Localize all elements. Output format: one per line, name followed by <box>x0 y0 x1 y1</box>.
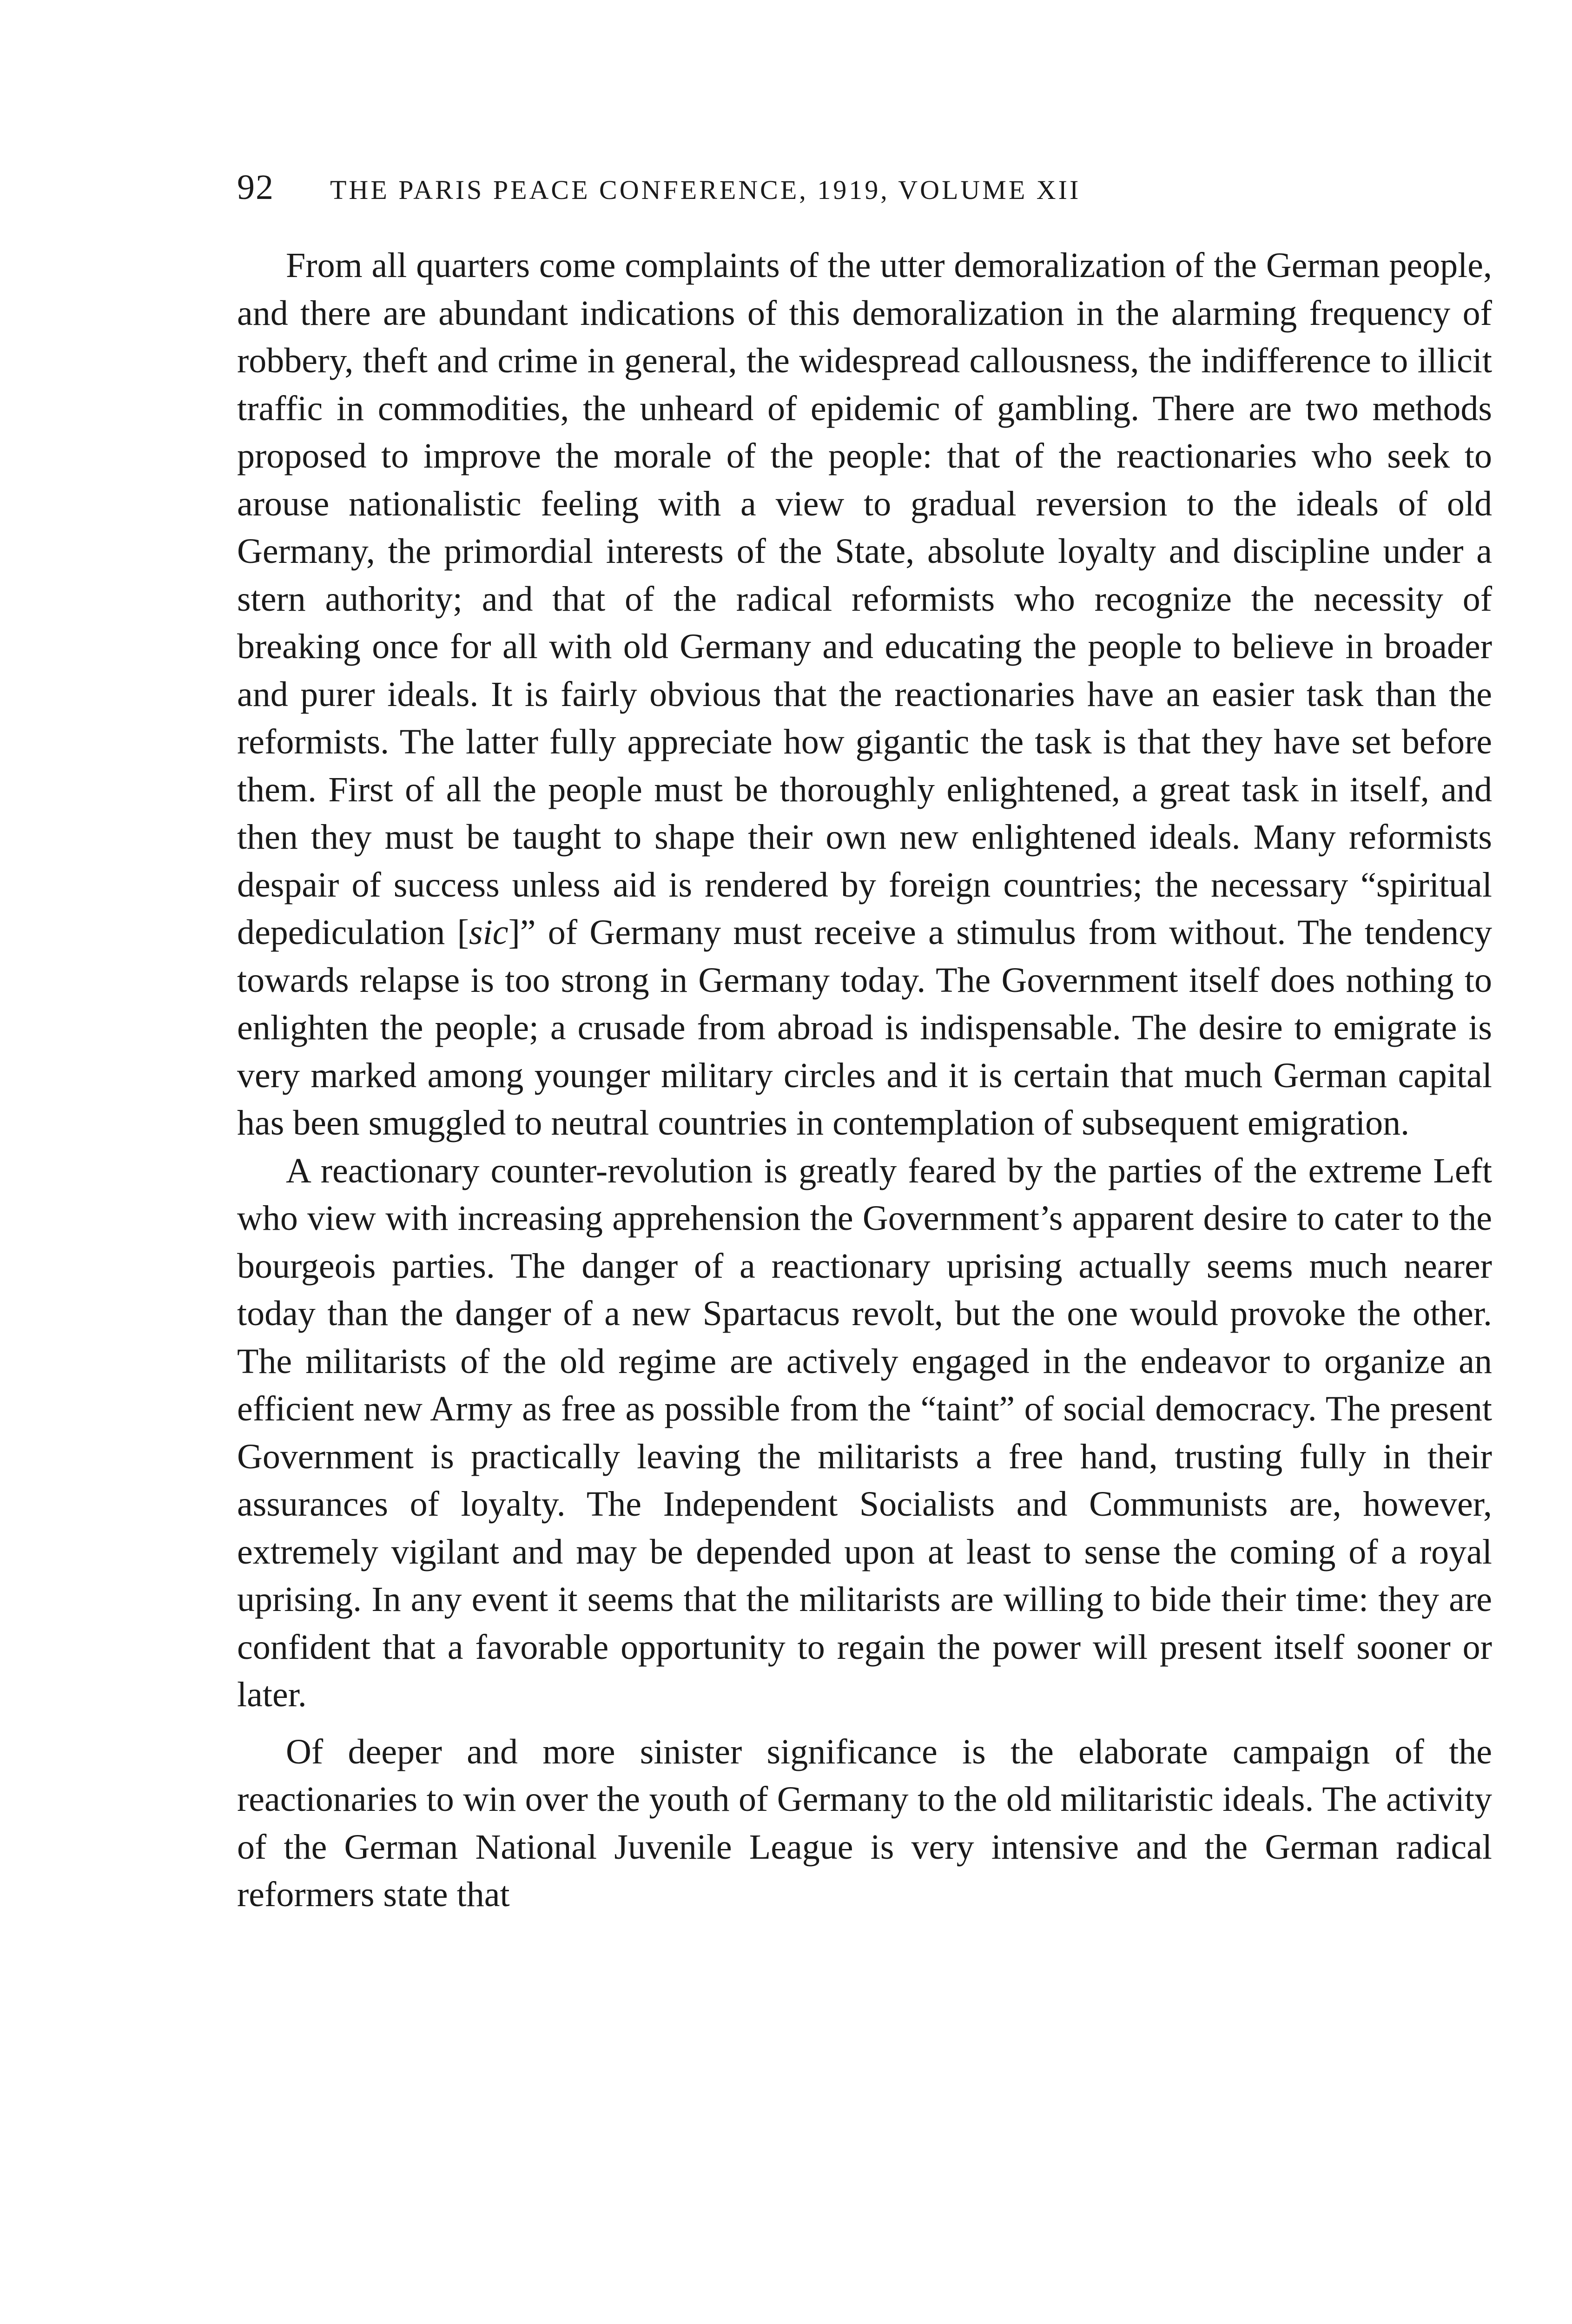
page-number: 92 <box>237 168 274 207</box>
paragraph-1-text-b: ]” of Germany must receive a stimulus from without. The tendency towards relapse is too strong in Germany today. The Government itself does nothing to enlighten the people; a crusade from abroad is indispensable. The desire to emigrate is very marked among younger military circles and it is certain that much German capital has been smuggled to neutral countries in contemplation of subsequent emigration. <box>237 913 1493 1142</box>
paragraph-3: Of deeper and more sinister significance is the elaborate campaign of the reactionaries to win over the youth of Germany to the old militaristic ideals. The activity of the German National Juvenile League is very intensive and the German radical reformers state that <box>237 1732 1492 1914</box>
page-header <box>237 167 1492 223</box>
paragraph-1 <box>237 242 1492 1147</box>
document-page <box>237 167 1492 1919</box>
sic-annotation: sic <box>469 913 509 952</box>
body-text <box>237 242 1492 1919</box>
running-head: THE PARIS PEACE CONFERENCE, 1919, VOLUME XII <box>330 175 1081 205</box>
paragraph-1-text-a: From all quarters come complaints of the utter demoralization of the German people, and there are abundant indications of this demoralization in the alarming frequency of robbery, theft and crime in general, the widespread callousness, the indifference to illicit traffic in commodities, the unheard of epidemic of gambling. There are two methods proposed to improve the morale of the people: that of the reactionaries who seek to arouse nationalistic feeling with a view to gradual reversion to the ideals of old Germany, the primordial interests of the State, absolute loyalty and discipline under a stern authority; and that of the radical reformists who recognize the necessity of breaking once for all with old Germany and educating the people to believe in broader and purer ideals. It is fairly obvious that the reactionaries have an easier task than the reformists. The latter fully appreciate how gigantic the task is that they have set before them. First of all the people must be thoroughly enlightened, a great task in itself, and then they must be taught to shape their own new enlightened ideals. Many reformists despair of success unless aid is rendered by foreign countries; the necessary “spiritual depediculation [ <box>237 246 1492 952</box>
paragraph-2: A reactionary counter-revolution is greatly feared by the parties of the extreme Left who view with increasing apprehension the Government’s apparent desire to cater to the bourgeois parties. The danger of a reactionary uprising actually seems much nearer today than the danger of a new Spartacus revolt, but the one would provoke the other. The militarists of the old regime are actively engaged in the endeavor to organize an efficient new Army as free as possible from the “taint” of social democracy. The present Government is practically leaving the militarists a free hand, trusting fully in their assurances of loyalty. The Independent Socialists and Communists are, however, extremely vigilant and may be depended upon at least to sense the coming of a royal uprising. In any event it seems that the militarists are willing to bide their time: they are confident that a favorable opportunity to regain the power will present itself sooner or later. <box>237 1151 1492 1714</box>
